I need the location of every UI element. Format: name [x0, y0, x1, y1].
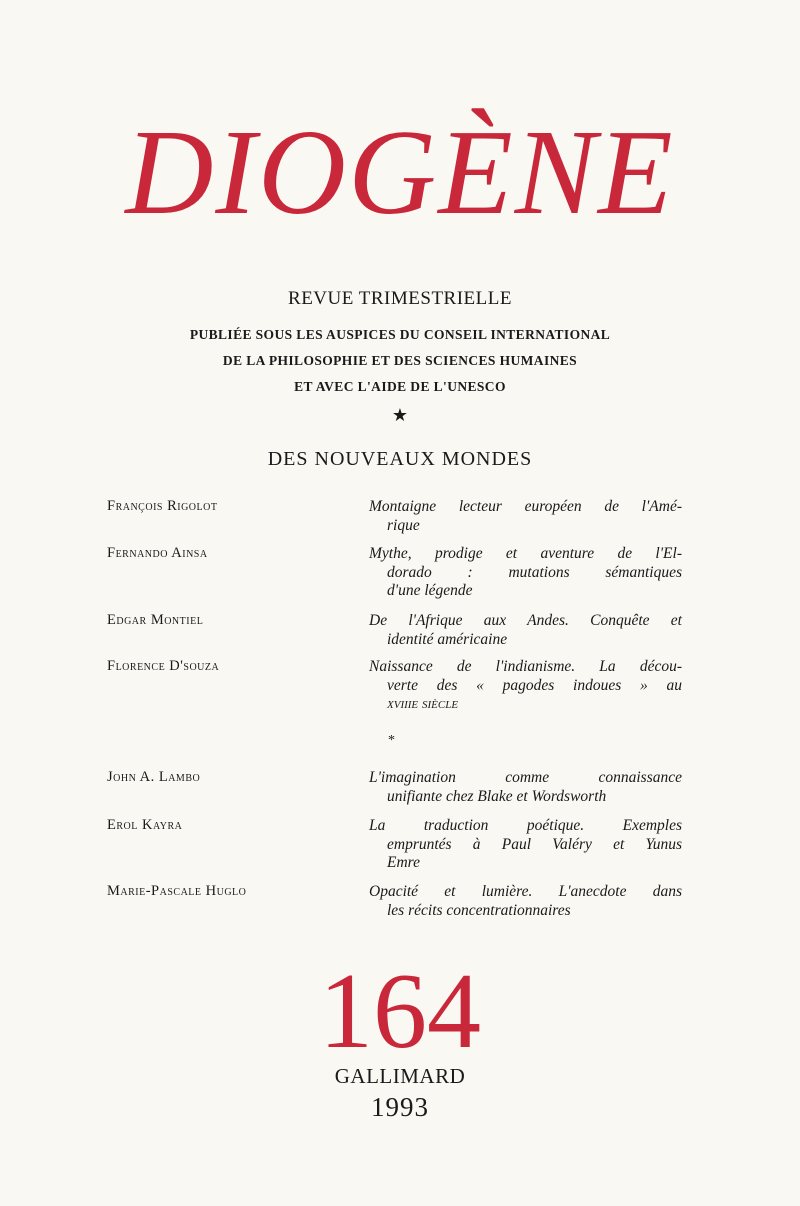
journal-title: DIOGÈNE	[125, 105, 675, 240]
entry-title	[369, 545, 682, 601]
entry-author: Edgar Montiel	[107, 612, 204, 628]
entry-title-line: Emre	[387, 854, 420, 871]
entry-title-line: L'imagination comme connaissance	[369, 769, 682, 786]
issue-number: 164	[319, 952, 481, 1071]
entry-title	[369, 612, 682, 649]
entry-title-line: rique	[387, 516, 420, 534]
entry-author: Erol Kayra	[107, 817, 183, 833]
entry-title-line: d'une légende	[387, 582, 473, 599]
star-ornament-icon: ★	[391, 405, 409, 425]
entry-title-line: identité américaine	[387, 630, 508, 648]
entry-title-line: unifiante chez Blake et Wordsworth	[387, 787, 607, 805]
entry-author: Florence D'souza	[107, 658, 220, 674]
entry-title	[369, 817, 682, 873]
section-title: DES NOUVEAUX MONDES	[267, 448, 533, 470]
entry-title-line: les récits concentrationnaires	[387, 901, 571, 919]
entry-title-line: La traduction poétique. Exemples	[369, 817, 682, 834]
entry-title-line: Opacité et lumière. L'anecdote dans	[369, 883, 682, 900]
entry-title-line: Naissance de l'indianisme. La décou-	[369, 658, 682, 675]
publication-year: 1993	[371, 1092, 429, 1122]
publication-line: PUBLIÉE SOUS LES AUSPICES DU CONSEIL INTERNATIONAL	[189, 327, 611, 342]
journal-subtitle: REVUE TRIMESTRIELLE	[288, 288, 512, 309]
entry-title-line: xviiie siècle	[387, 695, 459, 712]
entry-title	[369, 883, 682, 920]
publisher-name: GALLIMARD	[334, 1064, 466, 1088]
publication-line: ET AVEC L'AIDE DE L'UNESCO	[294, 379, 506, 394]
publication-line: DE LA PHILOSOPHIE ET DES SCIENCES HUMAINES	[222, 353, 578, 368]
entry-author: Marie-Pascale Huglo	[107, 883, 247, 899]
entry-title-line: Montaigne lecteur européen de l'Amé-	[369, 498, 682, 515]
entry-title	[369, 498, 682, 535]
entry-title-line: verte des « pagodes indoues » au	[387, 676, 682, 694]
separator-asterisk: *	[388, 733, 395, 748]
entry-title	[369, 658, 682, 714]
entry-title-line: De l'Afrique aux Andes. Conquête et	[369, 612, 682, 629]
entry-title	[369, 769, 682, 806]
entry-title-line: dorado : mutations sémantiques	[387, 563, 682, 581]
entry-author: John A. Lambo	[107, 769, 201, 785]
entry-author: François Rigolot	[107, 498, 218, 514]
entry-author: Fernando Ainsa	[107, 545, 208, 561]
entry-title-line: Mythe, prodige et aventure de l'El-	[369, 545, 682, 562]
entry-title-line: empruntés à Paul Valéry et Yunus	[387, 835, 682, 853]
